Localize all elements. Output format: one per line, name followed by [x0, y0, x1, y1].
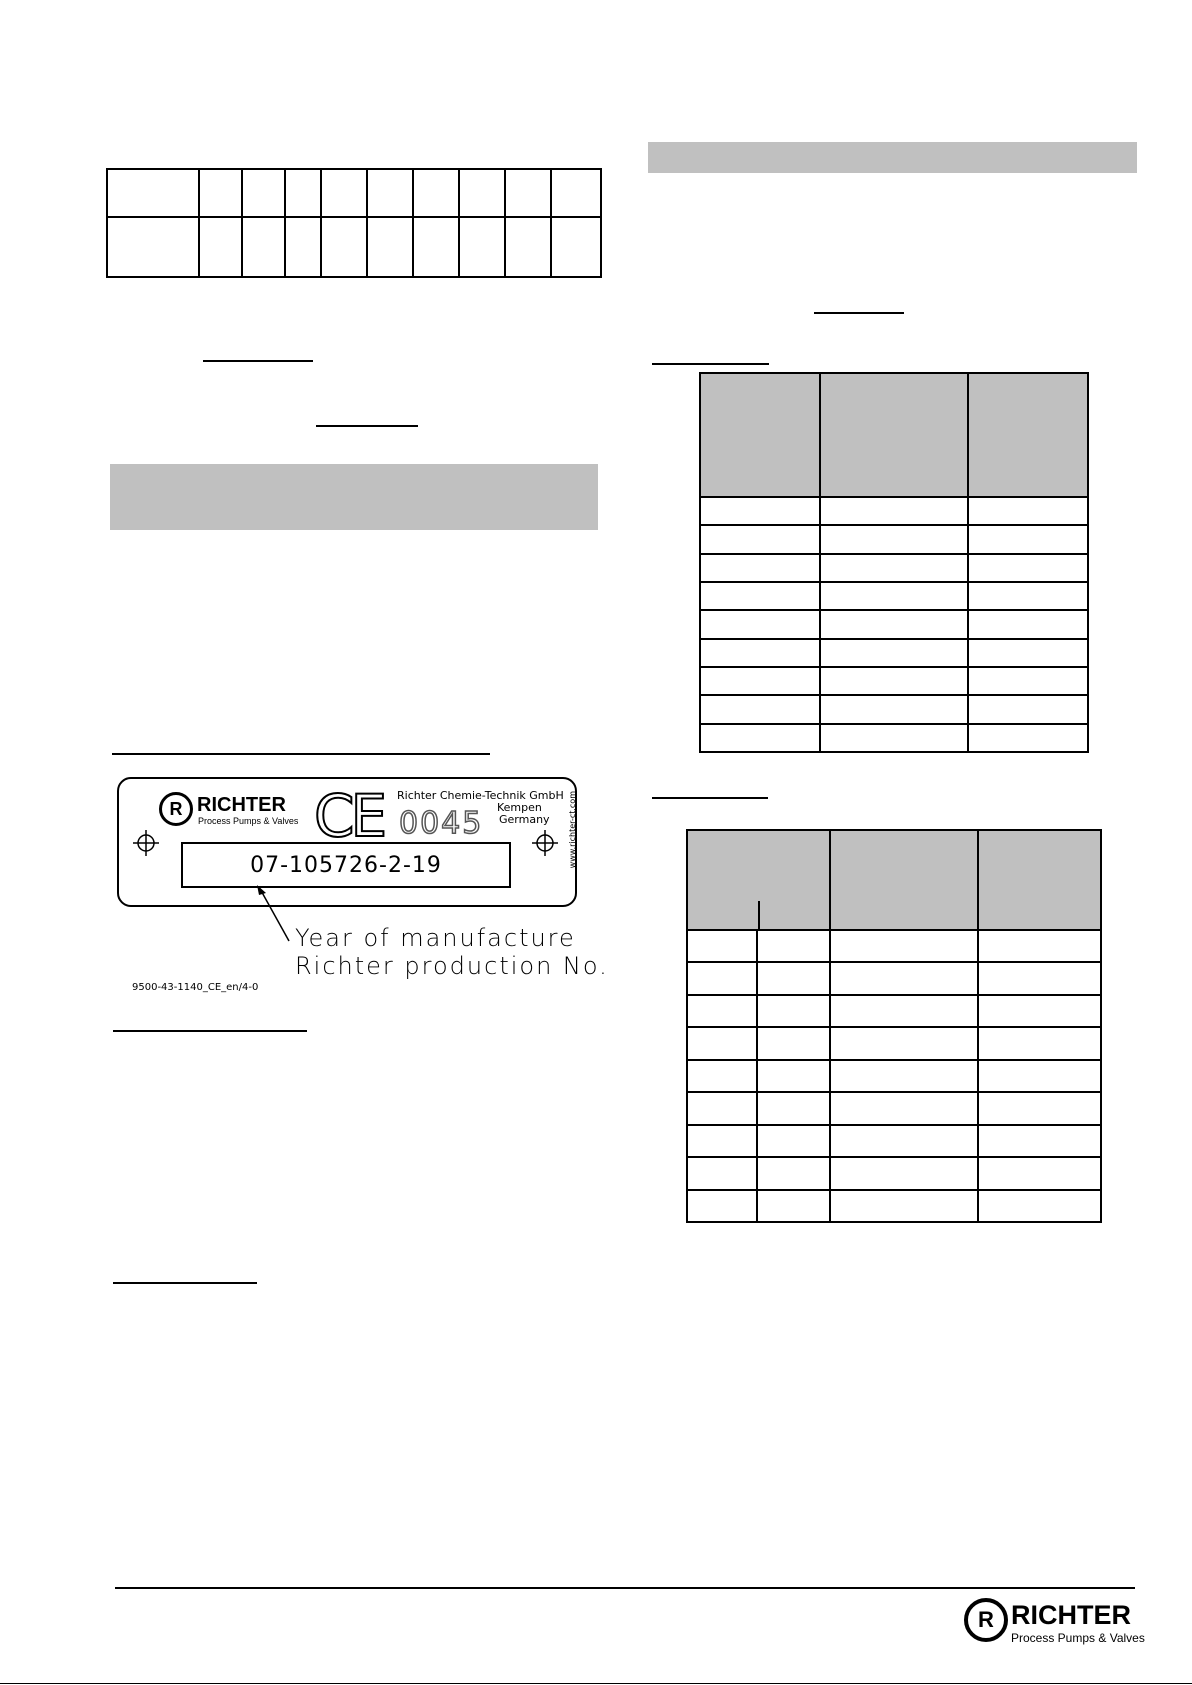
table-row: [700, 695, 1088, 723]
ce-mark-icon: CE: [314, 782, 384, 850]
table-header-cell: [968, 373, 1088, 497]
table-row: [687, 1027, 1101, 1059]
manufacturer-country: Germany: [499, 813, 550, 826]
crosshair-icon: [532, 830, 558, 856]
table-row: [700, 639, 1088, 667]
table-cell: [459, 169, 505, 217]
underline-link: [316, 425, 418, 427]
pointer-arrow-icon: [255, 885, 295, 945]
plate-logo-subtitle: Process Pumps & Valves: [198, 816, 299, 826]
table-row: [700, 582, 1088, 610]
name-plate: [117, 777, 577, 907]
section-heading-bar: [648, 142, 1137, 173]
footer-rule: [115, 1587, 1135, 1589]
underline-link: [203, 360, 313, 362]
table-cell: [321, 217, 367, 277]
table-cell: [285, 169, 321, 217]
table-cell: [551, 169, 601, 217]
table-cell: [242, 169, 285, 217]
table-row: [700, 554, 1088, 582]
plate-logo-text: RICHTER: [197, 794, 286, 816]
table-row: [700, 525, 1088, 553]
table-cell: [367, 169, 413, 217]
top-left-table: [106, 168, 602, 278]
website-text: www.richter-ct.com: [568, 791, 577, 869]
section-heading-bar: [110, 464, 598, 530]
underline-link: [814, 312, 904, 314]
table-row: [700, 667, 1088, 695]
table-cell: [107, 217, 199, 277]
table-header-cell: [830, 830, 978, 930]
table-row: [687, 995, 1101, 1027]
table-cell: [505, 169, 551, 217]
table-header-cell: [820, 373, 968, 497]
manufacturer-city: Kempen: [497, 801, 542, 814]
table-header-cell: [687, 830, 830, 930]
table-row: [687, 962, 1101, 994]
footer-logo-text: RICHTER: [1011, 1600, 1131, 1630]
drawing-number: 9500-43-1140_CE_en/4-0: [132, 982, 259, 993]
right-upper-table: [699, 372, 1089, 753]
table-cell: [551, 217, 601, 277]
table-cell: [321, 169, 367, 217]
table-header-cell: [978, 830, 1101, 930]
page-bottom-rule: [0, 1683, 1192, 1684]
caption-year: Year of manufacture: [295, 924, 576, 952]
table-row: [687, 1157, 1101, 1189]
table-cell: [199, 217, 242, 277]
notified-body-number: 0045: [399, 806, 484, 841]
section-subheading-underline: [113, 1282, 257, 1284]
table-cell: [413, 217, 459, 277]
table-row: [700, 497, 1088, 525]
crosshair-icon: [133, 830, 159, 856]
table-cell: [199, 169, 242, 217]
table-row: [687, 1092, 1101, 1124]
serial-number: 07-105726-2-19: [181, 842, 511, 888]
table-cell: [285, 217, 321, 277]
table-row: [700, 724, 1088, 752]
table-header-cell: [700, 373, 820, 497]
section-subheading-underline: [652, 363, 769, 365]
manufacturer-name: Richter Chemie-Technik GmbH: [397, 789, 564, 802]
table-cell: [505, 217, 551, 277]
section-subheading-underline: [113, 1030, 307, 1032]
table-row: [700, 610, 1088, 638]
table-cell: [242, 217, 285, 277]
caption-production-no: Richter production No.: [295, 952, 609, 980]
richter-r-icon: R: [159, 792, 193, 826]
right-lower-table: [686, 829, 1102, 1223]
table-cell: [413, 169, 459, 217]
table-row: [687, 1060, 1101, 1092]
table-cell: [459, 217, 505, 277]
table-cell: [107, 169, 199, 217]
table-row: [687, 1190, 1101, 1223]
richter-r-icon: R: [964, 1598, 1008, 1642]
table-row: [687, 1125, 1101, 1157]
table-row: [687, 930, 1101, 962]
footer-logo-subtitle: Process Pumps & Valves: [1011, 1631, 1145, 1645]
section-subheading-underline: [652, 797, 768, 799]
table-cell: [367, 217, 413, 277]
section-subheading-underline: [112, 753, 490, 755]
